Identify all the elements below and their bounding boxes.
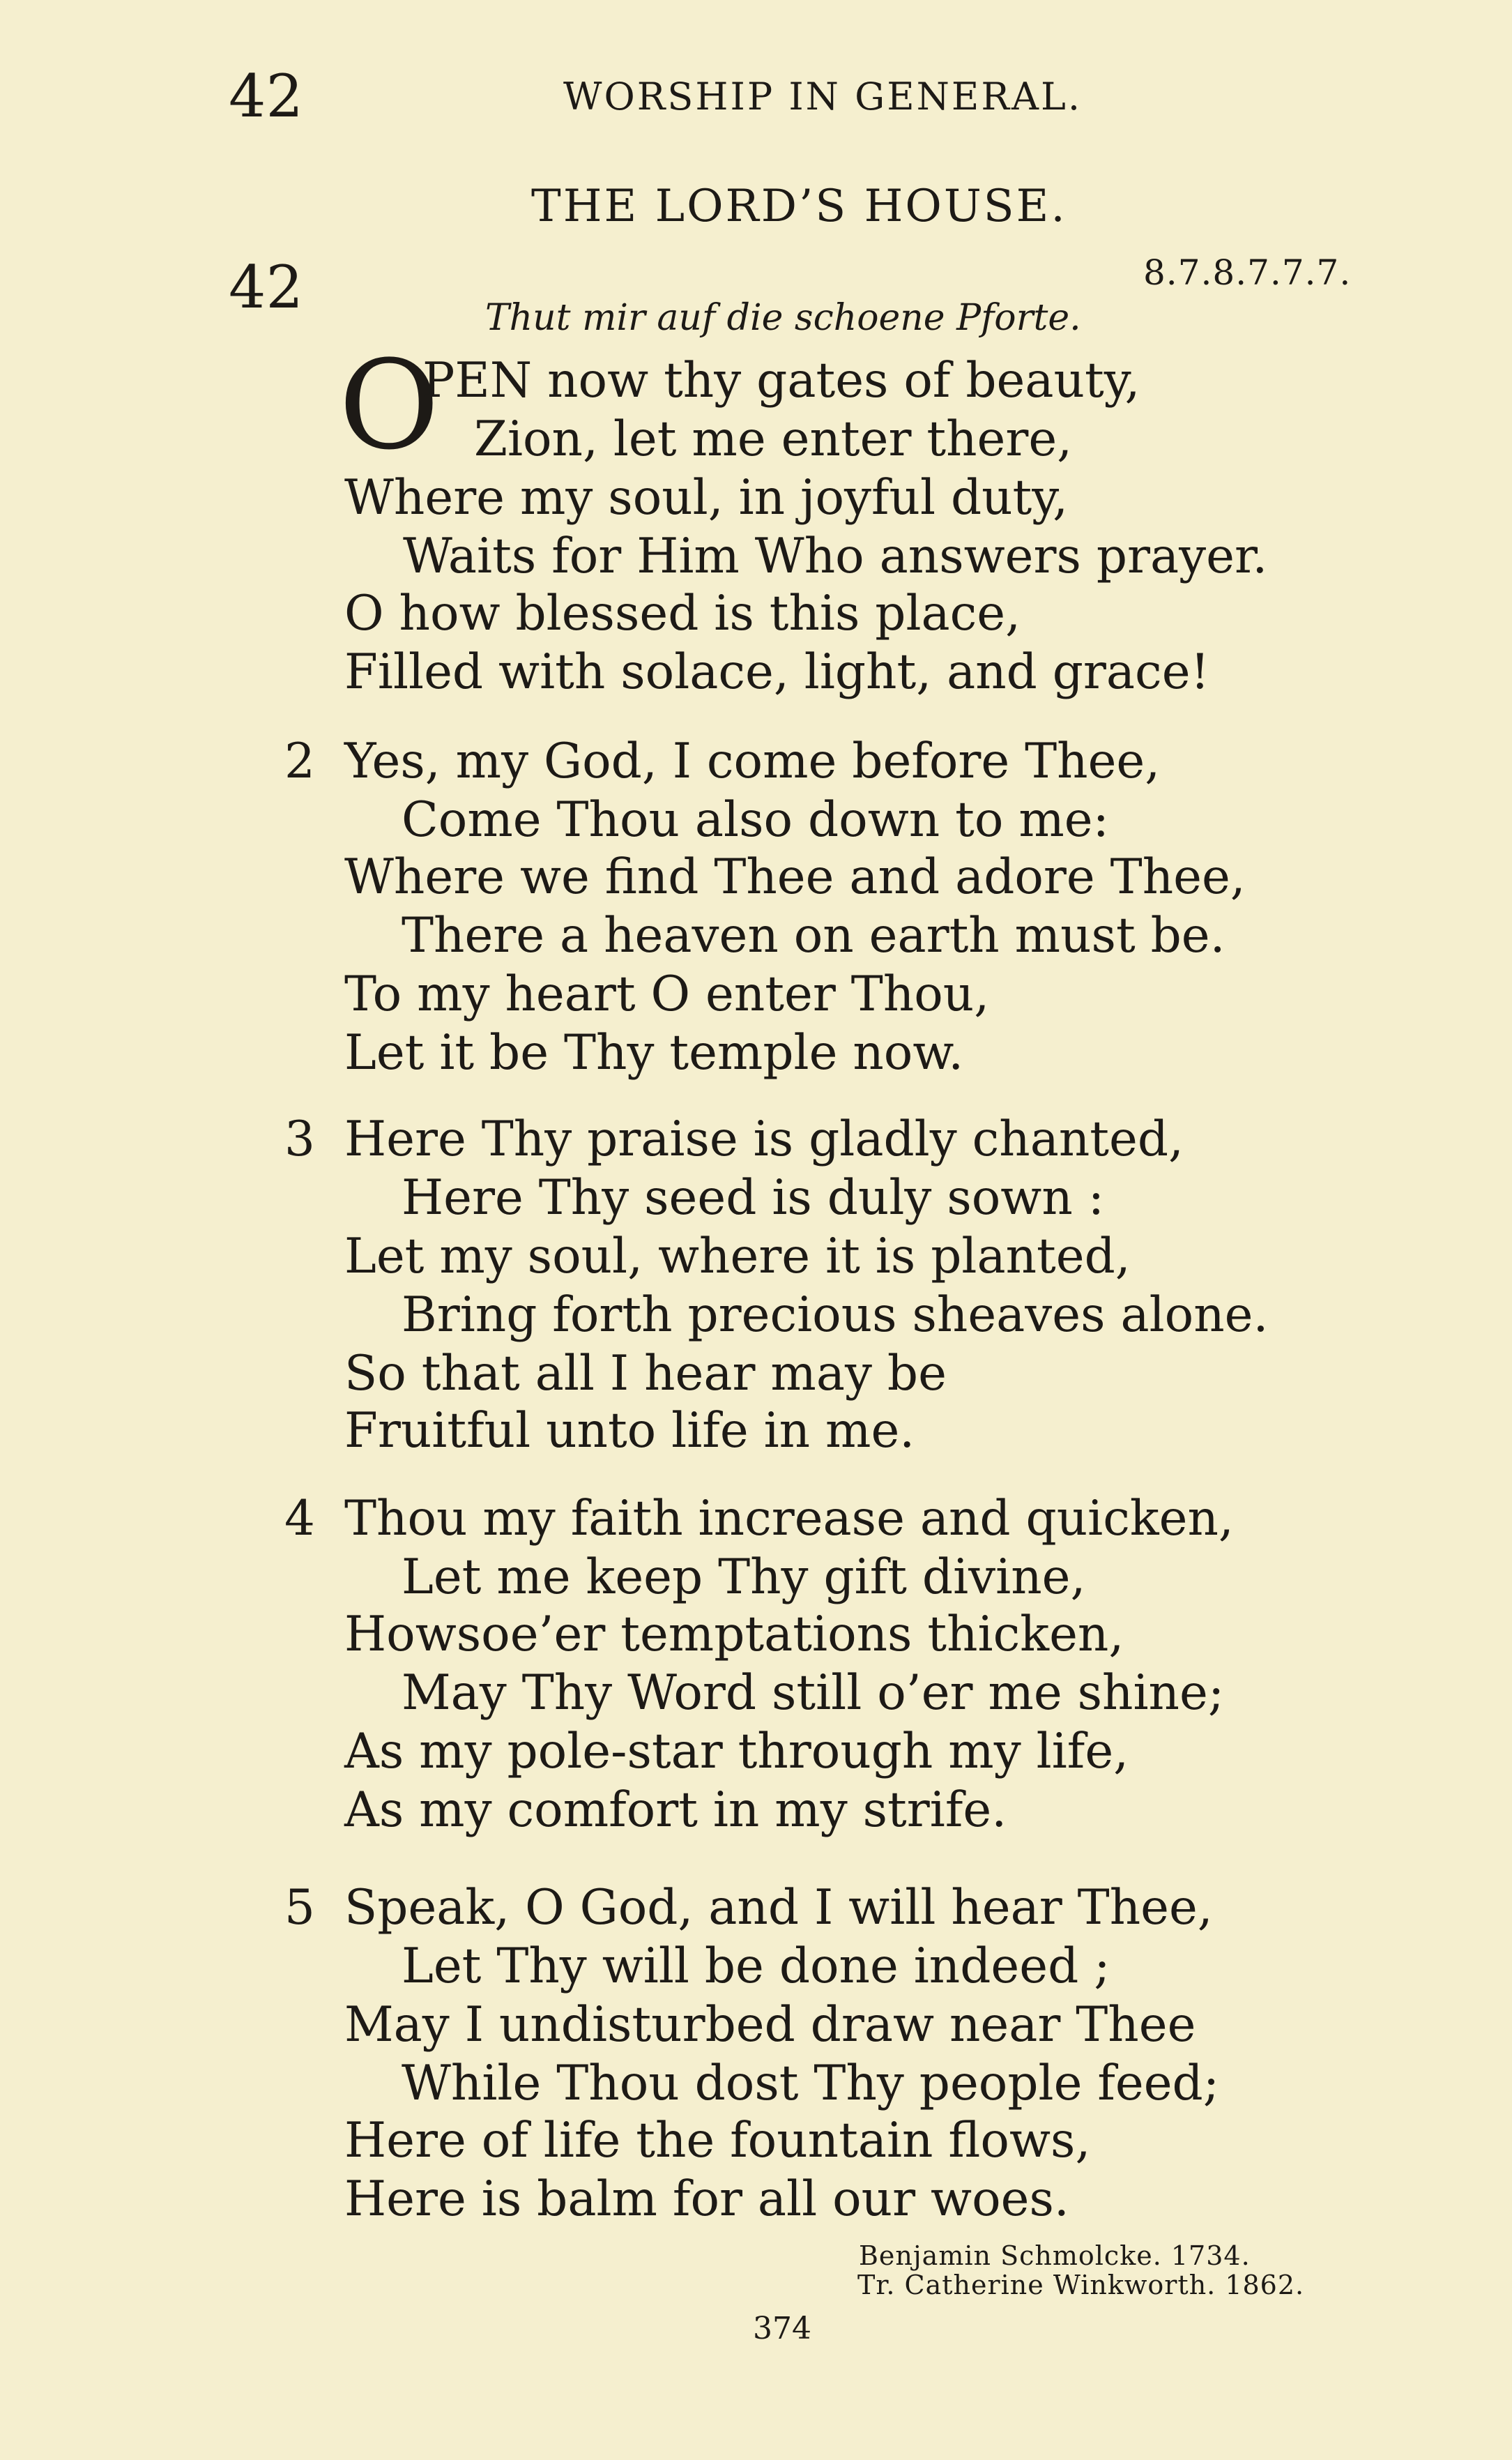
- stanza-4-line-4: May Thy Word still o’er me shine;: [402, 1665, 1225, 1721]
- stanza-3-line-1: Here Thy praise is gladly chanted,: [344, 1111, 1184, 1167]
- stanza-4-line-5: As my pole-star through my life,: [344, 1724, 1129, 1779]
- stanza-3-line-6: Fruitful unto life in me.: [344, 1403, 915, 1459]
- running-head: WORSHIP IN GENERAL.: [563, 75, 1082, 119]
- stanza-1-line-3: Where my soul, in joyful duty,: [344, 470, 1069, 526]
- stanza-5-line-1: Speak, O God, and I will hear Thee,: [344, 1880, 1213, 1936]
- stanza-3-line-5: So that all I hear may be: [344, 1346, 947, 1402]
- stanza-1-line-4: Waits for Him Who answers prayer.: [403, 529, 1268, 584]
- stanza-2-line-1: Yes, my God, I come before Thee,: [344, 734, 1161, 789]
- stanza-5-line-4: While Thou dost Thy people feed;: [402, 2056, 1219, 2111]
- stanza-5-line-5: Here of life the fountain flows,: [344, 2113, 1091, 2169]
- stanza-1-line-6: Filled with solace, light, and grace!: [344, 644, 1210, 700]
- stanza-4-line-3: Howsoe’er temptations thicken,: [344, 1607, 1124, 1662]
- stanza-2-line-5: To my heart O enter Thou,: [344, 966, 990, 1022]
- stanza-1-line-2: Zion, let me enter there,: [474, 411, 1073, 467]
- hymn-number: 42: [229, 253, 303, 321]
- stanza-4-line-6: As my comfort in my strife.: [344, 1782, 1007, 1838]
- hymn-meter: 8.7.8.7.7.7.: [1143, 252, 1352, 293]
- drop-cap: O: [339, 334, 440, 477]
- stanza-3-number: 3: [284, 1111, 315, 1167]
- stanza-5-line-6: Here is balm for all our woes.: [344, 2171, 1069, 2227]
- stanza-5-number: 5: [284, 1880, 315, 1936]
- stanza-4-line-1: Thou my faith increase and quicken,: [344, 1491, 1234, 1547]
- stanza-2-number: 2: [284, 734, 315, 789]
- section-title: THE LORD’S HOUSE.: [531, 181, 1067, 232]
- hymn-page-number: 374: [753, 2311, 811, 2346]
- translator-attribution: Tr. Catherine Winkworth. 1862.: [857, 2270, 1305, 2300]
- original-title: Thut mir auf die schoene Pforte.: [485, 297, 1081, 339]
- stanza-1-line-1: PEN now thy gates of beauty,: [422, 353, 1140, 409]
- stanza-1-line-5: O how blessed is this place,: [344, 586, 1021, 641]
- stanza-5-line-3: May I undisturbed draw near Thee: [344, 1997, 1196, 2053]
- stanza-4-line-2: Let me keep Thy gift divine,: [402, 1549, 1086, 1605]
- stanza-3-line-4: Bring forth precious sheaves alone.: [402, 1287, 1269, 1343]
- stanza-4-number: 4: [284, 1491, 315, 1547]
- stanza-3-line-3: Let my soul, where it is planted,: [344, 1229, 1131, 1284]
- stanza-2-line-6: Let it be Thy temple now.: [344, 1025, 964, 1081]
- author-attribution: Benjamin Schmolcke. 1734.: [859, 2240, 1251, 2271]
- stanza-5-line-2: Let Thy will be done indeed ;: [402, 1938, 1110, 1994]
- stanza-2-line-3: Where we find Thee and adore Thee,: [344, 849, 1246, 905]
- stanza-2-line-4: There a heaven on earth must be.: [402, 908, 1225, 964]
- page-number: 42: [229, 62, 303, 130]
- stanza-2-line-2: Come Thou also down to me:: [402, 792, 1109, 848]
- stanza-3-line-2: Here Thy seed is duly sown :: [402, 1170, 1104, 1226]
